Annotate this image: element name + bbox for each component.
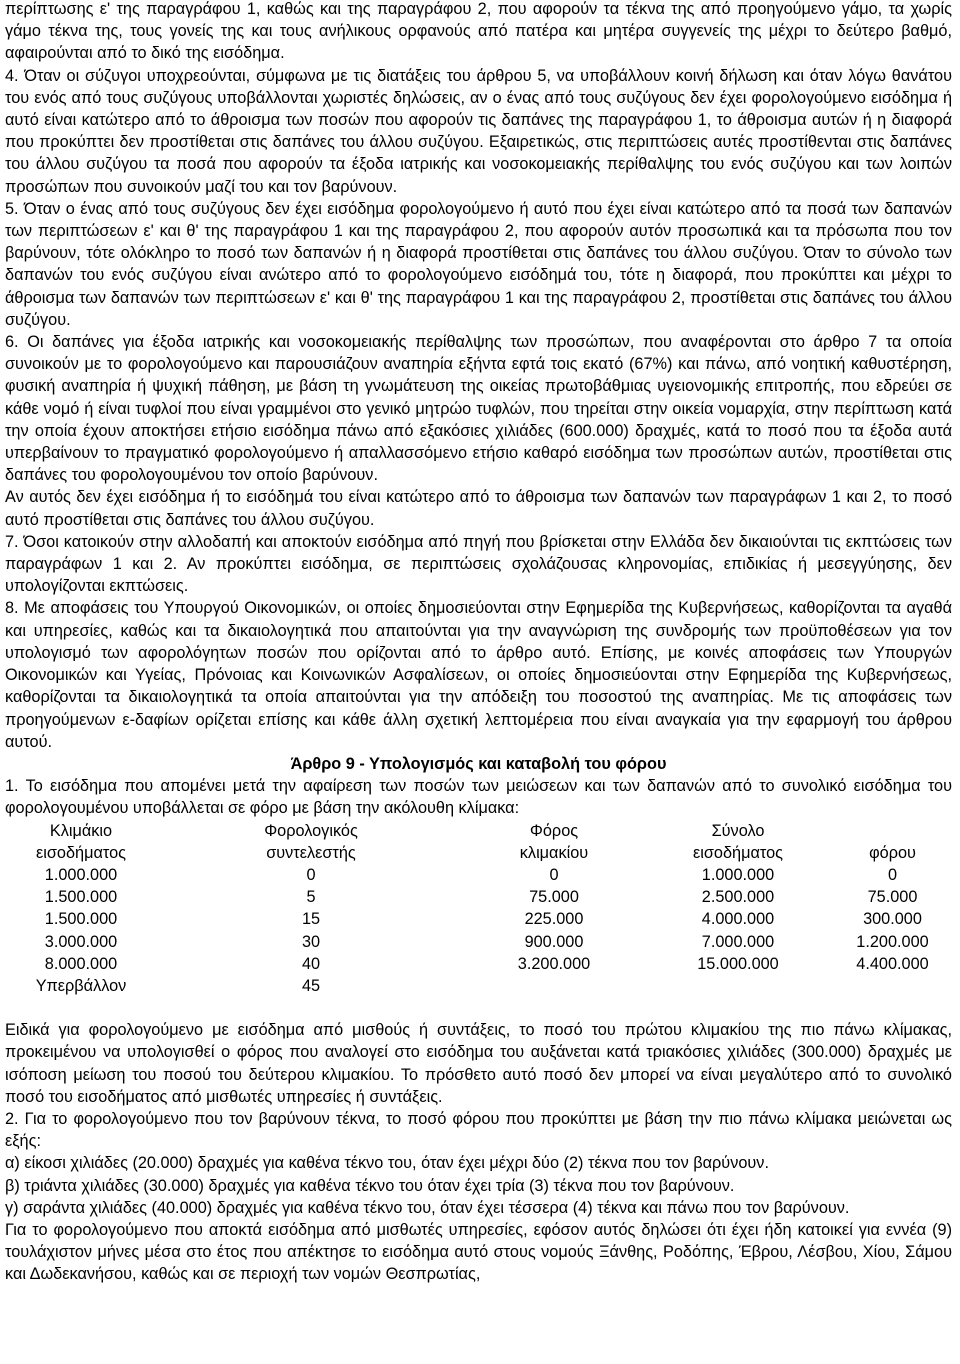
table-cell: 45 [301, 976, 321, 995]
table-row [5, 886, 952, 908]
table-cell: 3.200.000 [517, 954, 591, 973]
border-regions-paragraph: Για το φορολογούμενο που αποκτά εισόδημα από μισθωτές υπηρεσίες, εφόσον αυτός δηλώσει ότι έχει ήδη κατοικεί για εννέα (9) τουλάχιστον μήνες μέσα στο έτος που απέκτησε το εισόδημα αυτό στους νομούς Ξάνθης, Ροδόπης, Έβρου, Λέσβου, Χίου, Σάμου και Δωδεκανήσου, καθώς και σε περιοχή των νομών Θεσπρωτίας, [5, 1220, 952, 1284]
document-page [5, 0, 952, 1286]
table-cell: 75.000 [867, 888, 918, 907]
table-row [5, 864, 952, 886]
table-header-cell: φόρου [869, 843, 916, 862]
table-header-cell: Φορολογικός [264, 821, 358, 840]
table-cell: 1.000.000 [701, 865, 775, 884]
table-row [5, 953, 952, 975]
table-header-cell: Κλιμάκιο [49, 821, 113, 840]
table-cell: 3.000.000 [44, 932, 118, 951]
tax-scale-table [5, 820, 952, 998]
table-cell: 40 [301, 954, 321, 973]
table-cell [643, 975, 833, 997]
table-row [5, 908, 952, 930]
table-cell: 15 [301, 910, 321, 929]
paragraph-6-continued: Αν αυτός δεν έχει εισόδημα ή το εισόδημά του είναι κατώτερο από το άθροισμα των δαπανών των παραγράφων 1 και 2, το ποσό αυτό προστίθεται στις δαπάνες του άλλου συζύγου. [5, 488, 952, 529]
paragraph-6: 6. Οι δαπάνες για έξοδα ιατρικής και νοσοκομειακής περίθαλψης των προσώπων, που αναφέρονται στο άρθρο 7 τα οποία συνοικούν με το φορολογούμενο και παρουσιάζουν αναπηρία εξήντα εφτά τοις εκατό (67%) και πάνω, από νοητική καθυστέρηση, φυσική αναπηρία ή ψυχική πάθηση, με βάση τη γνωμάτευση της οικείας πρωτοβάθμιας υγειονομικής επιτροπής, που εδρεύει σε κάθε νομό ή είναι τυφλοί που είναι γραμμένοι στο γενικό μητρώο τυφλών, που τηρείται στην οικεία νομαρχία, στην περίπτωση κατά την οποία έχουν αποκτήσει ετήσιο εισόδημα πάνω από εξακόσιες χιλιάδες (600.000) δραχμές, κατά το ποσό που τα έξοδα αυτά υπερβαίνουν το πραγματικό φορολογούμενο ή απαλλασσόμενο ετήσιο καθαρό εισόδημα των προσώπων αυτών, προστίθεται στις δαπάνες του φορολογουμένου τον οποίο βαρύνουν. [5, 333, 952, 485]
table-cell: 7.000.000 [701, 932, 775, 951]
table-cell: 4.000.000 [701, 910, 775, 929]
paragraph-5: 5. Όταν ο ένας από τους συζύγους δεν έχει εισόδημα φορολογούμενο ή αυτό που έχει είναι κατώτερο από τα ποσά των δαπανών των περιπτώσεων ε' και θ' της παραγράφου 1 και της παραγράφου 2, που αφορούν αυτόν προσωπικά και τα πρόσωπα που τον βαρύνουν, τότε ολόκληρο το ποσό των δαπανών ή η διαφορά προστίθεται στις δαπάνες του άλλου συζύγου. Όταν το σύνολο των δαπανών του ενός συζύγου είναι ανώτερο από το φορολογούμενο εισόδημά του, τότε η διαφορά, που προκύπτει και μέχρι το άθροισμα των δαπανών των περιπτώσεων ε' και θ' της παραγράφου 1 και της παραγράφου 2, προστίθεται στις δαπάνες του άλλου συζύγου. [5, 199, 952, 329]
table-row [5, 931, 952, 953]
paragraph-8: 8. Με αποφάσεις του Υπουργού Οικονομικών, οι οποίες δημοσιεύονται στην Εφημερίδα της Κυβερνήσεως, καθορίζονται τα αγαθά και υπηρεσίες, καθώς και τα δικαιολογητικά που απαιτούνται για την αναγνώριση της συνδρομής των προϋποθέσεων για τον υπολογισμό των αφορολόγητων ποσών που ορίζονται από το άρθρο αυτό. Επίσης, με κοινές αποφάσεις των Υπουργών Οικονομικών και Υγείας, Πρόνοιας και Κοινωνικών Ασφαλίσεων, οι οποίες δημοσιεύονται στην Εφημερίδα της Κυβερνήσεως, καθορίζονται τα δικαιολογητικά τα οποία απαιτούνται για την απόδειξη του ποσοστού της αναπηρίας. Με τις αποφάσεις των προηγούμενων ε-δαφίων ορίζεται επίσης και κάθε άλλη σχετική λεπτομέρεια που είναι αναγκαία για την εφαρμογή του άρθρου αυτού. [5, 599, 952, 751]
table-header-row [5, 842, 952, 864]
table-cell: 15.000.000 [697, 954, 779, 973]
table-cell: Υπερβάλλον [35, 976, 127, 995]
paragraph-3-continuation: περίπτωσης ε' της παραγράφου 1, καθώς και της παραγράφου 2, που αφορούν τα τέκνα της από προηγούμενο γάμο, τα χωρίς γάμο τέκνα της, τους γονείς της και τους ανήλικους ορφανούς από πατέρα και μητέρα συγγενείς της μέχρι το δεύτερο βαθμό, αφαιρούνται από το δικό της εισόδημα. [5, 0, 952, 63]
table-cell: 1.000.000 [44, 865, 118, 884]
article-heading: Άρθρο 9 - Υπολογισμός και καταβολή του φόρου [290, 754, 667, 773]
article-intro-paragraph: 1. Το εισόδημα που απομένει μετά την αφαίρεση των ποσών των μειώσεων και των δαπανών από το συνολικό εισόδημα του φορολογουμένου υποβάλλεται σε φόρο με βάση την ακόλουθη κλίμακα: [5, 777, 952, 818]
table-cell: 0 [549, 865, 559, 884]
salary-special-paragraph: Ειδικά για φορολογούμενο με εισόδημα από μισθούς ή συντάξεις, το ποσό του πρώτου κλιμακίου της πιο πάνω κλίμακας, προκειμένου να υπολογισθεί ο φόρος που αναλογεί στο εισόδημα του αυξάνεται κατά τριακόσιες χιλιάδες (300.000) δραχμές με ισόποση μείωση του ποσού του δεύτερου κλιμακίου. Το πρόσθετο αυτό ποσό δεν μπορεί να είναι μεγαλύτερο από το συνολικό ποσό του εισοδήματος από μισθωτές υπηρεσίες ή συντάξεις. [5, 1021, 952, 1106]
table-header-cell: Φόρος [529, 821, 579, 840]
table-cell: 30 [301, 932, 321, 951]
table-cell: 5 [306, 888, 316, 907]
paragraph-4: 4. Όταν οι σύζυγοι υποχρεούνται, σύμφωνα με τις διατάξεις του άρθρου 5, να υποβάλλουν κοινή δήλωση και όταν λόγω θανάτου του ενός από τους συζύγους υποβάλλονται χωριστές δηλώσεις, αν ο ένας από τους συζύγους δεν έχει φορολογούμενο εισόδημα ή αυτό είναι κατώτερο από το άθροισμα των ποσών που αφορούν τις δαπάνες της παραγράφου 1, το άθροισμα αυτών ή η διαφορά που προκύπτει δεν προστίθεται στις δαπάνες του άλλου συζύγου. Εξαιρετικώς, στις περιπτώσεις αυτές προστίθενται στις δαπάνες του άλλου συζύγου τα ποσά που αφορούν τα έξοδα ιατρικής και νοσοκομειακής περίθαλψης του ενός συζύγου και των λοιπών προσώπων που συνοικούν μαζί του και τον βαρύνουν. [5, 66, 952, 196]
blank-line [5, 997, 952, 1019]
table-cell [833, 975, 952, 997]
item-c: γ) σαράντα χιλιάδες (40.000) δραχμές για καθένα τέκνο του, όταν έχει τέσσερα (4) τέκνα και πάνω που τον βαρύνουν. [5, 1198, 850, 1217]
table-header-cell: συντελεστής [266, 843, 356, 862]
item-a: α) είκοσι χιλιάδες (20.000) δραχμές για καθένα τέκνο του, όταν έχει μέχρι δύο (2) τέκνα που τον βαρύνουν. [5, 1154, 769, 1173]
table-cell: 900.000 [524, 932, 584, 951]
paragraph-7: 7. Όσοι κατοικούν στην αλλοδαπή και αποκτούν εισόδημα από πηγή που βρίσκεται στην Ελλάδα δεν δικαιούνται τις εκπτώσεις των παραγράφων 1 και 2. Αν προκύπτει εισόδημα, σε περιπτώσεις σχολάζουσας κληρονομίας, επιδικίας ή μεσεγγύησης, δεν υπολογίζονται εκπτώσεις. [5, 532, 952, 596]
table-cell: 1.500.000 [44, 888, 118, 907]
table-cell: 2.500.000 [701, 888, 775, 907]
table-cell: 225.000 [524, 910, 584, 929]
paragraph-2-children: 2. Για το φορολογούμενο που τον βαρύνουν τέκνα, το ποσό φόρου που προκύπτει με βάση την πιο πάνω κλίμακα μειώνεται ως εξής: [5, 1109, 952, 1151]
table-header-cell: Σύνολο [711, 821, 765, 840]
table-cell: 1.500.000 [44, 910, 118, 929]
table-row [5, 975, 952, 997]
table-header-row [5, 820, 952, 842]
table-cell: 4.400.000 [856, 954, 929, 973]
table-cell: 300.000 [863, 910, 922, 929]
table-cell: 0 [887, 865, 898, 884]
table-cell: 0 [306, 865, 316, 884]
item-b: β) τριάντα χιλιάδες (30.000) δραχμές για καθένα τέκνο του όταν έχει τρία (3) τέκνα που τον βαρύνουν. [5, 1176, 735, 1195]
table-header-cell: κλιμακίου [519, 843, 589, 862]
table-header-cell: εισοδήματος [36, 843, 126, 862]
table-header-cell [833, 820, 952, 842]
table-cell: 75.000 [529, 888, 579, 907]
table-cell: 1.200.000 [856, 932, 929, 951]
table-cell: 8.000.000 [44, 954, 118, 973]
table-header-cell: εισοδήματος [693, 843, 783, 862]
table-cell [465, 975, 643, 997]
